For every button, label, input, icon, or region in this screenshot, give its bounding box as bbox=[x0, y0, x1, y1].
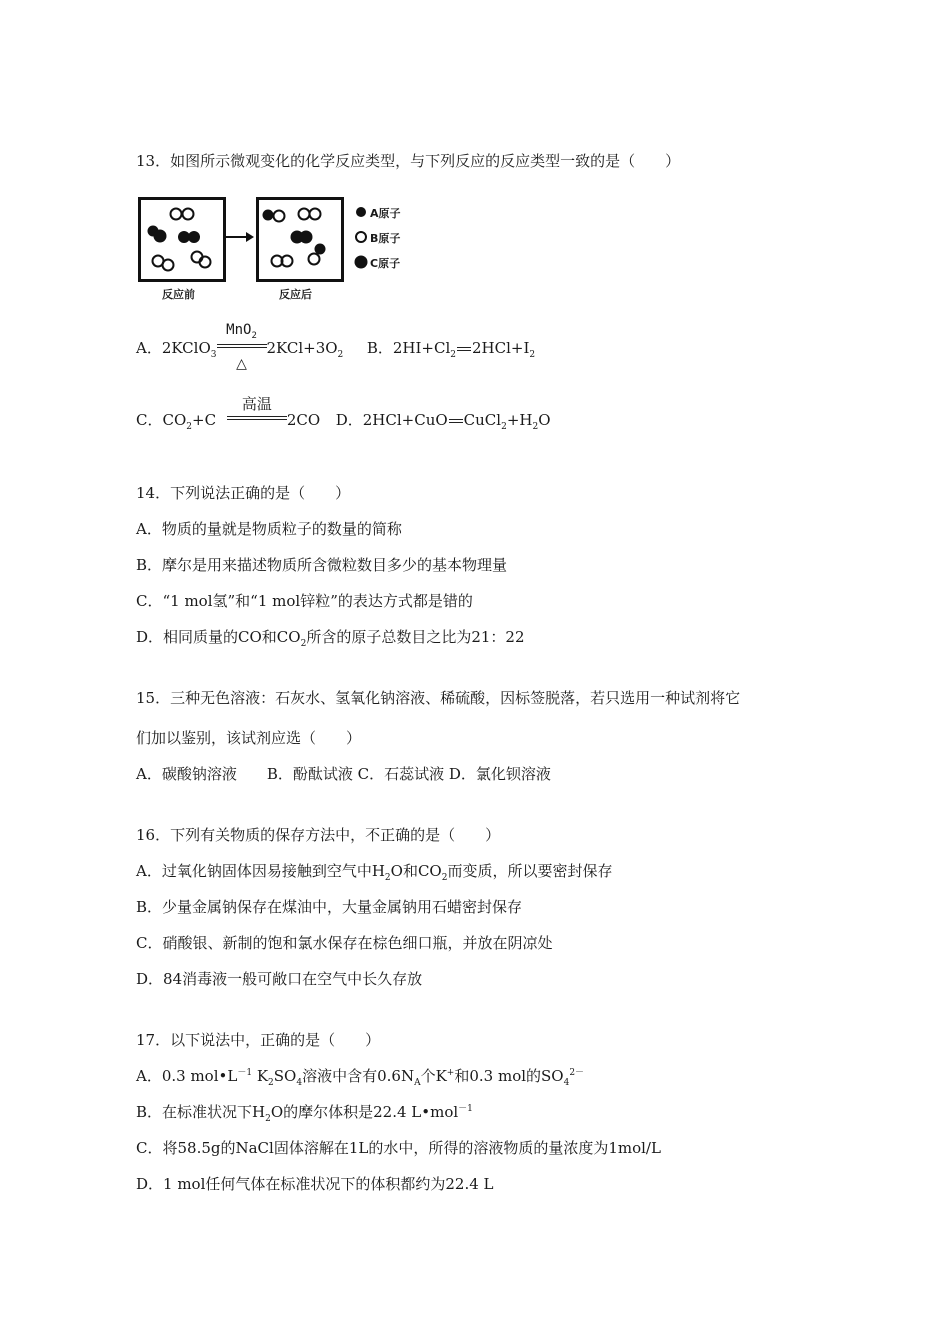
legend-a: A原子 bbox=[370, 207, 401, 220]
q14-option-b: B．摩尔是用来描述物质所含微粒数目多少的基本物理量 bbox=[136, 556, 508, 574]
q16-option-c: C．硝酸银、新制的饱和氯水保存在棕色细口瓶，并放在阴凉处 bbox=[136, 934, 553, 952]
q17-option-b: B．在标准状况下$H_2O$的摩尔体积是22.4 L•mol$^{-1}$ bbox=[136, 1103, 473, 1124]
legend-c: C原子 bbox=[370, 257, 401, 270]
q15-options: A．碳酸钠溶液 B．酚酞试液 C．石蕊试液 D．氯化钡溶液 bbox=[136, 765, 551, 783]
before-particles bbox=[141, 200, 223, 279]
atom-b-icon bbox=[354, 230, 368, 244]
q17-option-c: C．将58.5g的NaCl固体溶解在1L的水中，所得的溶液物质的量浓度为1mol/L bbox=[136, 1139, 661, 1157]
q16-option-a: A．过氧化钠固体因易接触到空气中$H_2O$和$CO_2$而变质，所以要密封保存 bbox=[136, 862, 613, 883]
q16-option-b: B．少量金属钠保存在煤油中，大量金属钠用石蜡密封保存 bbox=[136, 898, 523, 916]
q17-option-d: D．1 mol任何气体在标准状况下的体积都约为22.4 L bbox=[136, 1175, 494, 1193]
q17-option-a: A．0.3 $mol•L^{-1}$ $K_2SO_4$溶液中含有$0.6N_A$个K+和0.3 mol的$SO_4^{2-}$ bbox=[136, 1067, 585, 1088]
atom-c-icon bbox=[353, 254, 369, 270]
q15-stem-line1: 15．三种无色溶液：石灰水、氢氧化钠溶液、稀硫酸，因标签脱落，若只选用一种试剂将它 bbox=[136, 689, 741, 707]
q14-stem: 14．下列说法正确的是（ ） bbox=[136, 484, 351, 502]
q15-stem-line2: 们加以鉴别，该试剂应选（ ） bbox=[136, 729, 362, 747]
q16-stem: 16．下列有关物质的保存方法中，不正确的是（ ） bbox=[136, 826, 501, 844]
q14-option-d: D．相同质量的CO和$CO_2$所含的原子总数目之比为21：22 bbox=[136, 628, 525, 649]
equation-condition: MnO$_2$ △ bbox=[217, 344, 267, 353]
q17-stem: 17．以下说法中，正确的是（ ） bbox=[136, 1031, 381, 1049]
before-label: 反应前 bbox=[162, 288, 195, 301]
q13-stem: 13．如图所示微观变化的化学反应类型，与下列反应的反应类型一致的是（ ） bbox=[136, 152, 681, 170]
q14-option-a: A．物质的量就是物质粒子的数量的简称 bbox=[136, 520, 402, 538]
after-label: 反应后 bbox=[279, 288, 312, 301]
q16-option-d: D．84消毒液一般可敞口在空气中长久存放 bbox=[136, 970, 423, 988]
q13-options-cd: C．$CO_2+C$ 高温 2CO D．2HCl+CuO $CuCl_2+H_2O$ bbox=[136, 395, 551, 432]
q14-option-c: C．“1 mol氢”和“1 mol锌粒”的表达方式都是错的 bbox=[136, 592, 473, 610]
arrow-icon bbox=[222, 230, 256, 244]
legend-b: B原子 bbox=[370, 232, 401, 245]
after-particles bbox=[259, 200, 341, 279]
q13-options-ab: A．2KClO$_3$ MnO$_2$ △ $2KCl+3O_2$ B．$2HI+Cl_2$ $2HCl+I_2$ bbox=[136, 322, 536, 372]
equation-condition-2: 高温 bbox=[227, 416, 287, 425]
atom-a-icon bbox=[354, 205, 368, 219]
